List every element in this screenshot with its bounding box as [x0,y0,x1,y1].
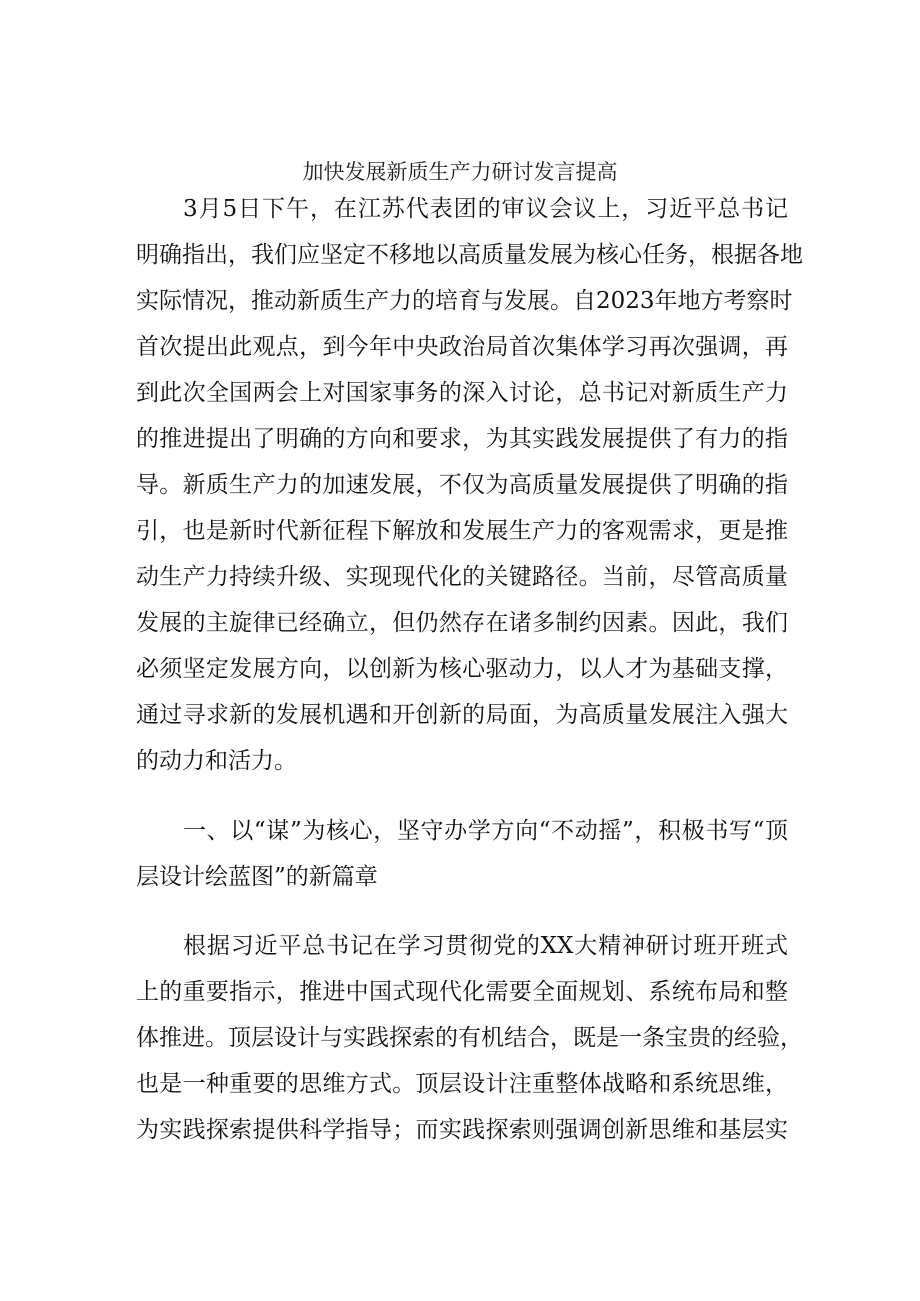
text-line: 通过寻求新的发展机遇和开创新的局面，为高质量发展注入强大 [136,702,788,728]
section-heading-line: 层设计绘蓝图”的新篇章 [136,864,378,890]
text-line: 明确指出，我们应坚定不移地以高质量发展为核心任务，根据各地 [136,242,803,268]
section-heading-line: 一、以“谋”为核心，坚守办学方向“不动摇”，积极书写“顶 [183,818,788,844]
text-line: 必须坚定发展方向，以创新为核心驱动力，以人才为基础支撑， [136,656,788,682]
text-line: 也是一种重要的思维方式。顶层设计注重整体战略和系统思维， [136,1071,788,1097]
text-line: 到此次全国两会上对国家事务的深入讨论，总书记对新质生产力 [136,380,788,406]
text-line: 体推进。顶层设计与实践探索的有机结合，既是一条宝贵的经验， [136,1025,803,1051]
text-line: 实际情况，推动新质生产力的培育与发展。自2023年地方考察时 [136,288,793,314]
text-line: 导。新质生产力的加速发展，不仅为高质量发展提供了明确的指 [136,472,788,498]
text-line: 根据习近平总书记在学习贯彻党的XX大精神研讨班开班式 [183,933,788,959]
text-line: 3月5日下午，在江苏代表团的审议会议上，习近平总书记 [183,196,788,222]
text-line: 为实践探索提供科学指导；而实践探索则强调创新思维和基层实 [136,1117,788,1143]
text-line: 首次提出此观点，到今年中央政治局首次集体学习再次强调，再 [136,334,788,360]
text-line: 的推进提出了明确的方向和要求，为其实践发展提供了有力的指 [136,426,788,452]
text-line: 引，也是新时代新征程下解放和发展生产力的客观需求，更是推 [136,518,788,544]
text-line: 的动力和活力。 [136,748,297,774]
document-title: 加快发展新质生产力研讨发言提高 [302,160,618,184]
text-line: 动生产力持续升级、实现现代化的关键路径。当前，尽管高质量 [136,564,788,590]
text-line: 发展的主旋律已经确立，但仍然存在诸多制约因素。因此，我们 [136,610,788,636]
text-line: 上的重要指示，推进中国式现代化需要全面规划、系统布局和整 [136,979,788,1005]
